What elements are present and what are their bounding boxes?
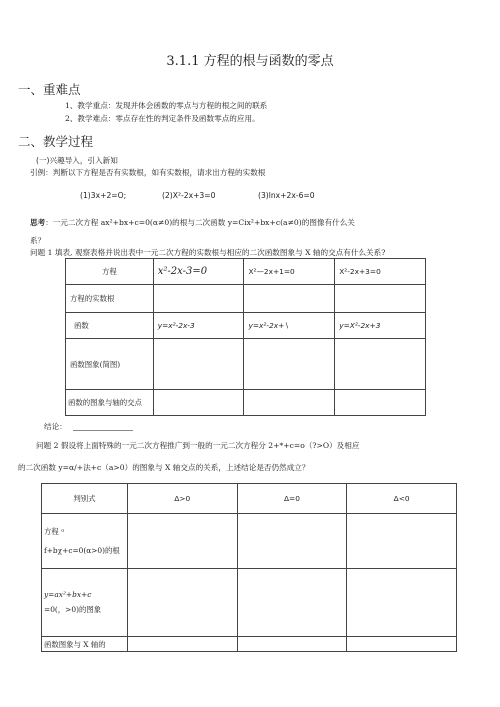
section-heading-process: 二、教学过程 (18, 134, 94, 149)
table-cell: 方程的实数根 (66, 285, 154, 313)
table-cell (153, 339, 244, 390)
table-cell (153, 390, 244, 416)
table-roots-vs-intersections (65, 258, 426, 416)
table-row (66, 339, 426, 390)
key-point-2: 2、教学难点：零点存在性的判定条件及函数零点的应用。 (65, 114, 260, 123)
question-2: 问题 2 假设将上面特殊的一元二次方程推广到一般的一元二次方程分 2+*+c=o（?>O）及相应 (36, 441, 360, 450)
think-text-cont: 系？ (30, 236, 46, 245)
table-row (42, 637, 457, 652)
table-row (42, 484, 457, 514)
table-cell (244, 390, 335, 416)
table-cell: Δ=0 (237, 484, 347, 514)
table-row (66, 285, 426, 313)
table-cell (335, 285, 426, 313)
table-cell (127, 514, 237, 569)
table-row (66, 259, 426, 285)
table-cell: y=ax²+bx+c =0(，>0)的图象 (42, 569, 128, 637)
table-cell: Δ<0 (347, 484, 457, 514)
table-cell: 方程 (66, 259, 154, 285)
table-cell: x²-2x-3=0 (153, 259, 244, 285)
subsection-heading: (一)兴趣导入，引入新知 (36, 156, 118, 165)
table-cell (237, 637, 347, 652)
table-cell (127, 637, 237, 652)
table-cell: 方程 ᵅ f+bχ+c=0(α>0)的根 (42, 514, 128, 569)
think-label: 思考 (30, 218, 46, 227)
table-cell (347, 514, 457, 569)
table-cell: 函数图象与 X 轴的 (42, 637, 128, 652)
question-2-cont: 的二次函数 y=α/+法+c（a>0）的图象与 X 轴交点的关系，上述结论是否仍然成立？ (18, 463, 310, 472)
table-cell: Δ>0 (127, 484, 237, 514)
table-discriminant (41, 483, 457, 652)
table-cell (244, 285, 335, 313)
table-cell (347, 569, 457, 637)
table-cell: y=x²-2x-3 (153, 313, 244, 339)
table-cell (335, 390, 426, 416)
table-cell: y=X²-2x+3 (335, 313, 426, 339)
table-cell: 判别式 (42, 484, 128, 514)
table-cell: X²—2x+1=0 (244, 259, 335, 285)
equation-2: (2)X²-2x+3=0 (162, 191, 216, 200)
page-title: 3.1.1 方程的根与函数的零点 (166, 54, 334, 69)
think-text: ：一元二次方程 ax²+bx+c=0(α≠0)的根与二次函数 y=Cix²+bx+c(a≠0)的图像有什么关 (45, 218, 355, 227)
table-cell: 函数 (66, 313, 154, 339)
table-cell (153, 285, 244, 313)
section-heading-difficulties: 一、重难点 (18, 82, 81, 97)
think-paragraph (30, 218, 355, 228)
table-cell (237, 514, 347, 569)
table-row (66, 390, 426, 416)
table-cell (237, 569, 347, 637)
table-cell (347, 637, 457, 652)
question-1: 问题 1 填表, 观察表格并说出表中一元二次方程的实数根与相应的二次函数图象与 X 轴的交点有什么关系? (30, 248, 386, 257)
table-cell (127, 569, 237, 637)
conclusion-label: 结论： (44, 422, 67, 431)
table-cell: 函数图象(简图) (66, 339, 154, 390)
table-cell: 函数的图象与轴的交点 (66, 390, 154, 416)
table-cell (244, 339, 335, 390)
table-cell: y=x²-2x+∖ (244, 313, 335, 339)
conclusion-blank[interactable] (73, 430, 133, 431)
table-cell: X²-2x+3=0 (335, 259, 426, 285)
equation-3: (3)lnx+2x-6=0 (258, 191, 315, 200)
key-point-1: 1、教学重点：发现并体会函数的零点与方程的根之间的联系 (65, 101, 268, 110)
table-cell (335, 339, 426, 390)
intro-text: 引例：判断以下方程是否有实数根，如有实数根，请求出方程的实数根 (30, 168, 266, 177)
table-row (42, 569, 457, 637)
table-row (42, 514, 457, 569)
equation-1: (1)3x+2=O; (80, 191, 127, 200)
table-row (66, 313, 426, 339)
